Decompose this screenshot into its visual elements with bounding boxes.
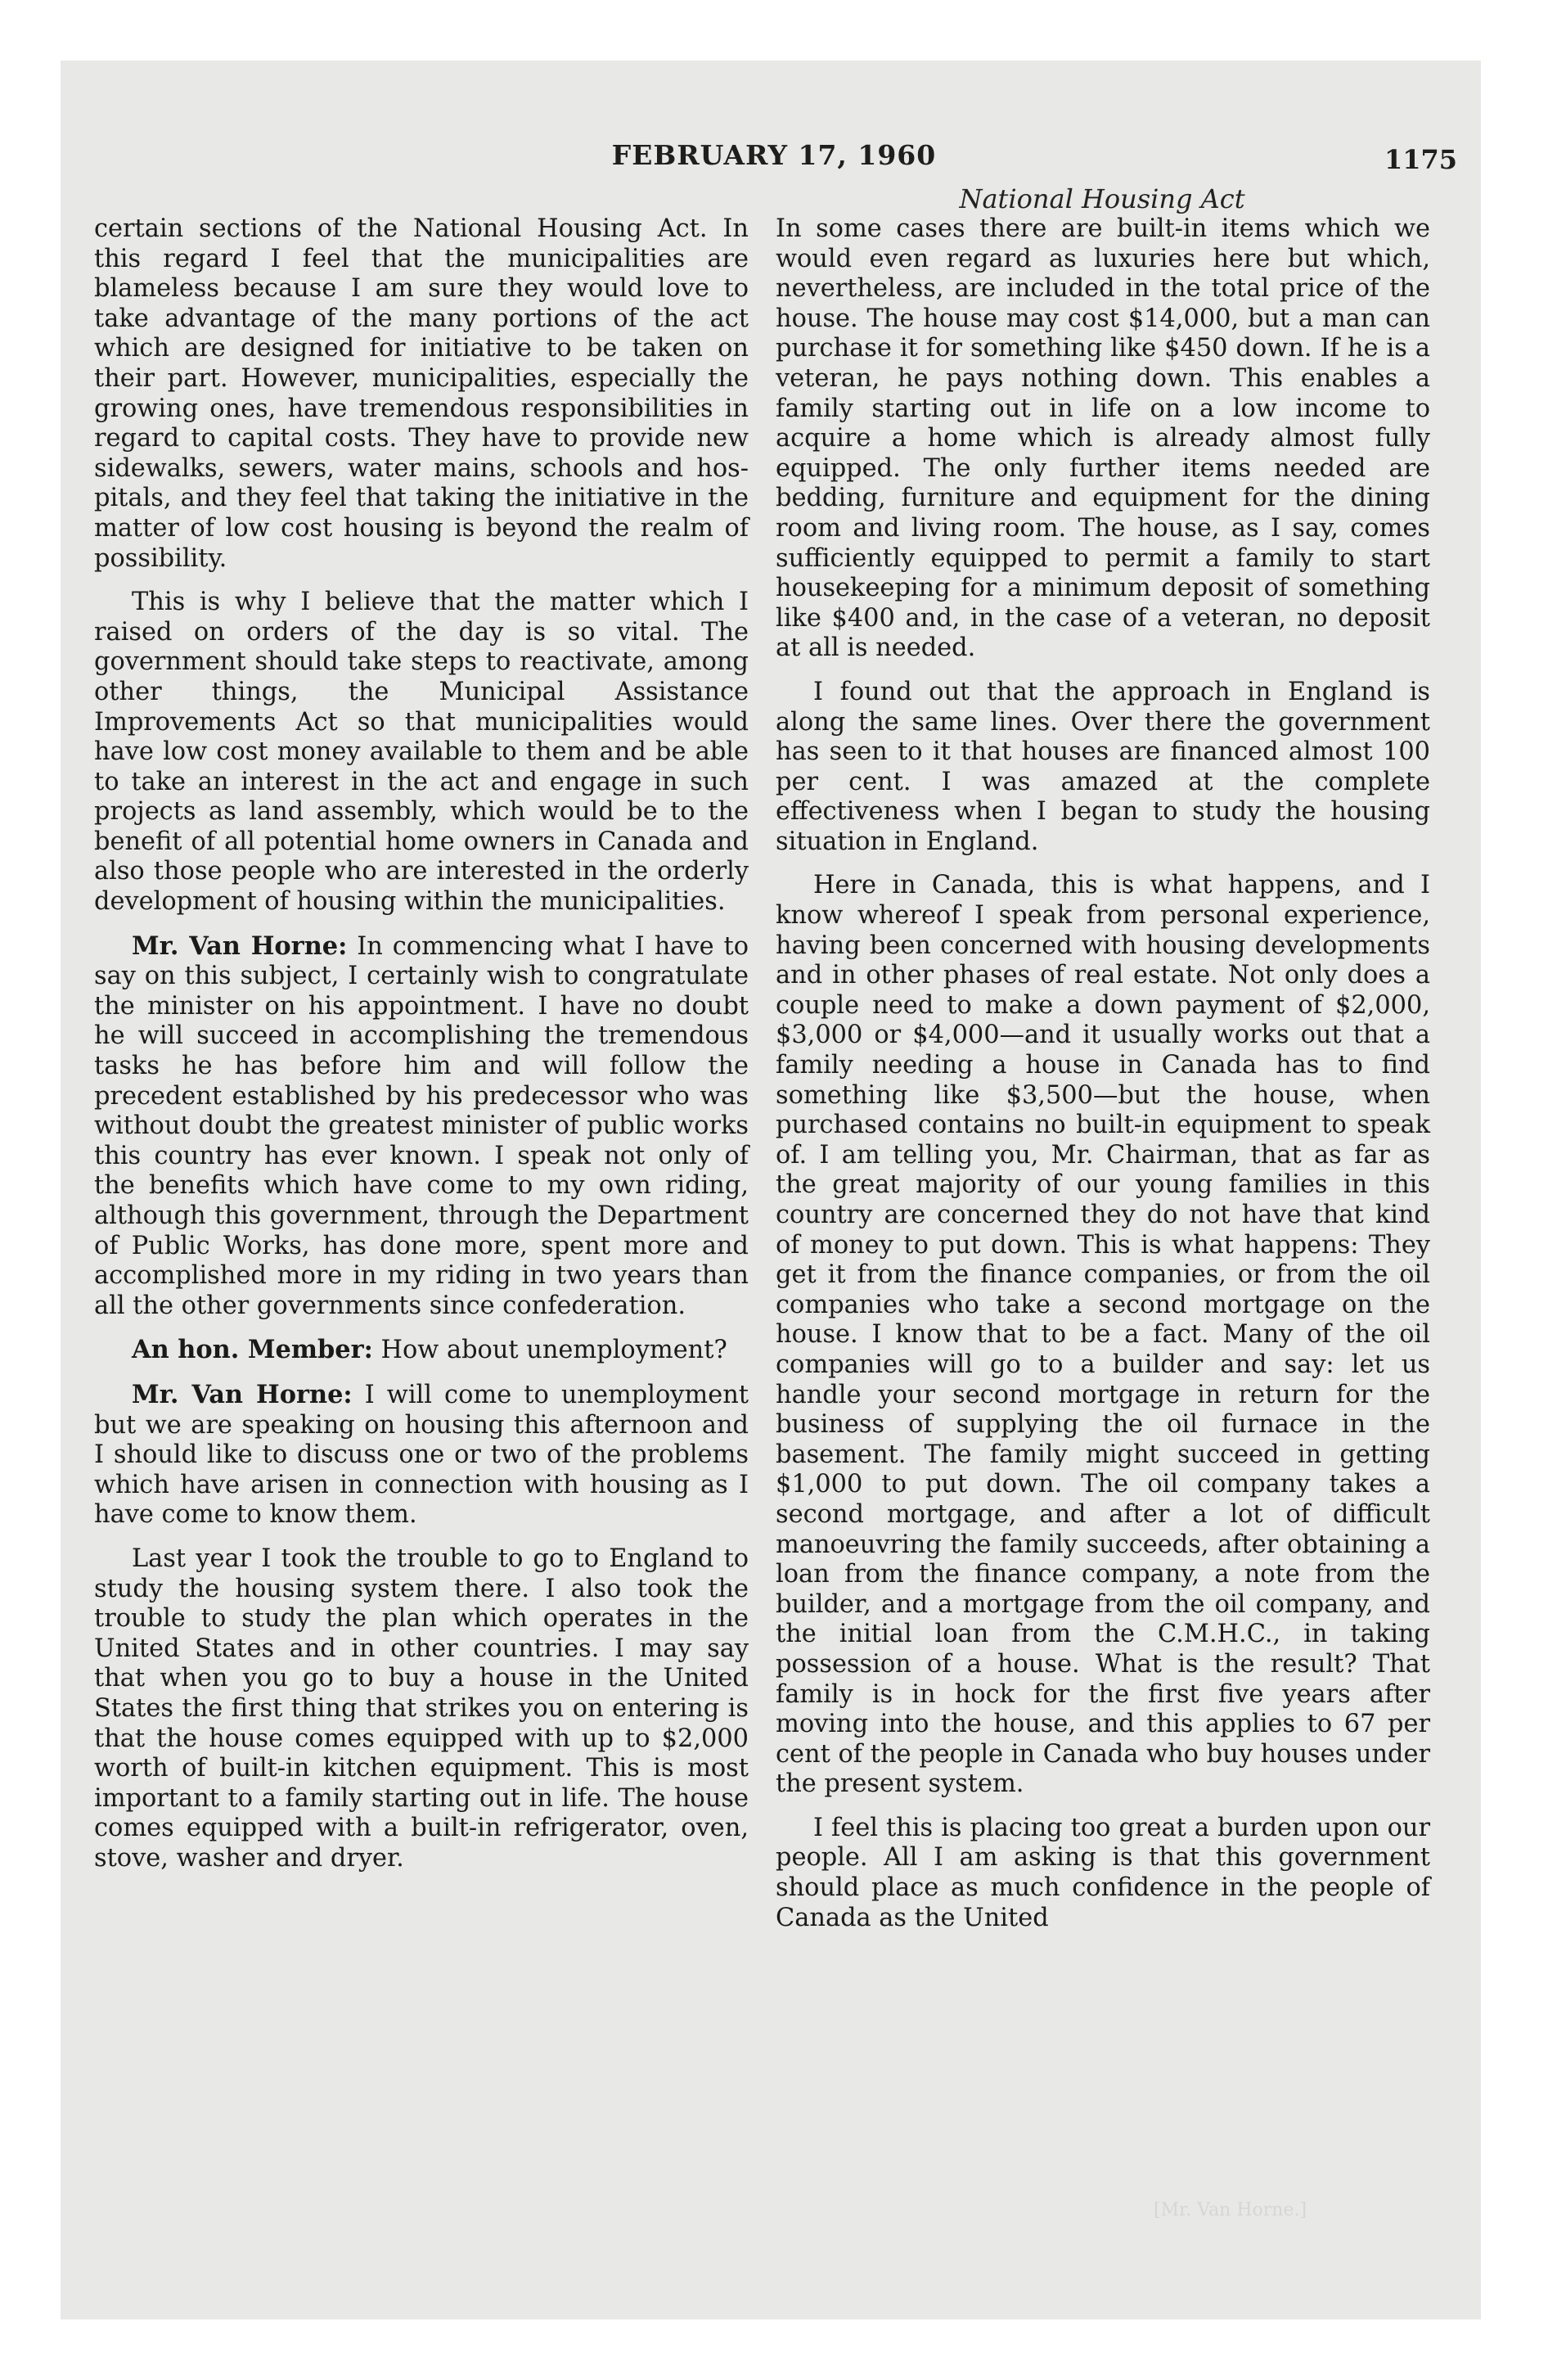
paragraph-text: I found out that the approach in England is along the same lines. Over there the government has seen to it that houses are financed almost 100 per cent. I was amazed at the complete effectiveness when I began to study the housing situation in England. <box>776 677 1430 856</box>
paragraph <box>94 588 749 917</box>
paragraph-text: In commencing what I have to say on this subject, I certainly wish to congratulate the minister on his appointment. I have no doubt he will succeed in accomplishing the tremendous tasks he has before him and will follow the precedent established by his predecessor who was without doubt the greatest minister of public works this country has ever known. I speak not only of the benefits which have come to my own riding, although this government, through the Department of Public Works, has done more, spent more and accomplished more in my riding in two years than all the other governments since confederation. <box>94 931 749 1320</box>
footer-stamp: [Mr. Van Horne.] <box>1154 2200 1307 2220</box>
paragraph-text: This is why I believe that the matter which I raised on orders of the day is so vital. The government should take steps to reactivate, among other things, the Municipal Assistance Improvements Act so that municipalities would have low cost money available to them and be able to take an interest in the act and engage in such projects as land assembly, which would be to the benefit of all potential home owners in Canada and also those people who are interested in the orderly development of housing within the municipalities. <box>94 588 749 917</box>
paragraph <box>94 1335 749 1366</box>
paragraph-text: Last year I took the trouble to go to England to study the housing system there. I also took the trouble to study the plan which operates in the United States and in other countries. I may say that when you go to buy a house in the United States the first thing that strikes you on entering is that the house comes equipped with up to $2,000 worth of built-in kitchen equipment. This is most important to a family starting out in life. The house comes equipped with a built-in refrigerator, oven, stove, washer and dryer. <box>94 1544 749 1873</box>
paragraph <box>94 214 749 574</box>
paragraph-text: In some cases there are built-in items which we would even regard as luxuries here but which, nevertheless, are included in the total price of the house. The house may cost $14,000, but a man can purchase it for something like $450 down. If he is a veteran, he pays nothing down. This enables a family starting out in life on a low income to acquire a home which is already almost fully equipped. The only further items needed are bedding, furniture and equipment for the dining room and living room. The house, as I say, comes sufficiently equipped to permit a family to start housekeeping for a minimum deposit of something like $400 and, in the case of a veteran, no deposit at all is needed. <box>776 214 1430 663</box>
paragraph-text: I feel this is placing too great a burden upon our people. All I am asking is that this government should place as much confidence in the people of Canada as the United <box>776 1813 1430 1932</box>
speaker-name: Mr. Van Horne: <box>132 931 348 961</box>
running-title: National Housing Act <box>959 183 1245 214</box>
paragraph <box>94 931 749 1322</box>
paragraph <box>94 1544 749 1874</box>
header-date: FEBRUARY 17, 1960 <box>611 139 937 171</box>
right-column <box>776 214 1430 1947</box>
paragraph-text: How about unemployment? <box>380 1336 727 1365</box>
paragraph-text: certain sections of the National Housing Act. In this regard I feel that the municipalities are blameless because I am sure they would love to take advantage of the many portions of the act which are designed for initiative to be taken on their part. However, municipalities, especially the growing ones, have tremendous responsibilities in regard to capital costs. They have to provide new sidewalks, sewers, water mains, schools and hospitals, and they feel that taking the initiative in the matter of low cost housing is beyond the realm of possibility. <box>94 214 749 573</box>
paragraph <box>776 214 1430 664</box>
paragraph-text: Here in Canada, this is what happens, and I know whereof I speak from personal experience, having been concerned with housing developments and in other phases of real estate. Not only does a couple need to make a down payment of $2,000, $3,000 or $4,000—and it usually works out that a family needing a house in Canada has to find something like $3,500—but the house, when purchased contains no built-in equipment to speak of. I am telling you, Mr. Chairman, that as far as the great majority of our young families in this country are concerned they do not have that kind of money to put down. This is what happens: They get it from the finance companies, or from the oil companies who take a second mortgage on the house. I know that to be a fact. Many of the oil companies will go to a builder and say: let us handle your second mortgage in return for the business of supplying the oil furnace in the basement. The family might succeed in getting $1,000 to put down. The oil company takes a second mortgage, and after a lot of difficult manoeuvring the family succeeds, after obtaining a loan from the finance company, a note from the builder, and a mortgage from the oil company, and the initial loan from the C.M.H.C., in taking possession of a house. What is the result? That family is in hock for the first five years after moving into the house, and this applies to 67 per cent of the people in Canada who buy houses under the present system. <box>776 871 1430 1799</box>
speaker-name: An hon. Member: <box>132 1335 373 1365</box>
page-number: 1175 <box>1384 144 1458 175</box>
paragraph-text: I will come to unemployment but we are speaking on housing this afternoon and I should like to discuss one or two of the problems which have arisen in connection with housing as I have come to know them. <box>94 1380 749 1530</box>
paragraph <box>776 1814 1430 1933</box>
speaker-name: Mr. Van Horne: <box>132 1379 353 1409</box>
paragraph <box>776 678 1430 858</box>
left-column <box>94 214 749 1887</box>
paragraph <box>94 1380 749 1530</box>
paragraph <box>776 871 1430 1799</box>
